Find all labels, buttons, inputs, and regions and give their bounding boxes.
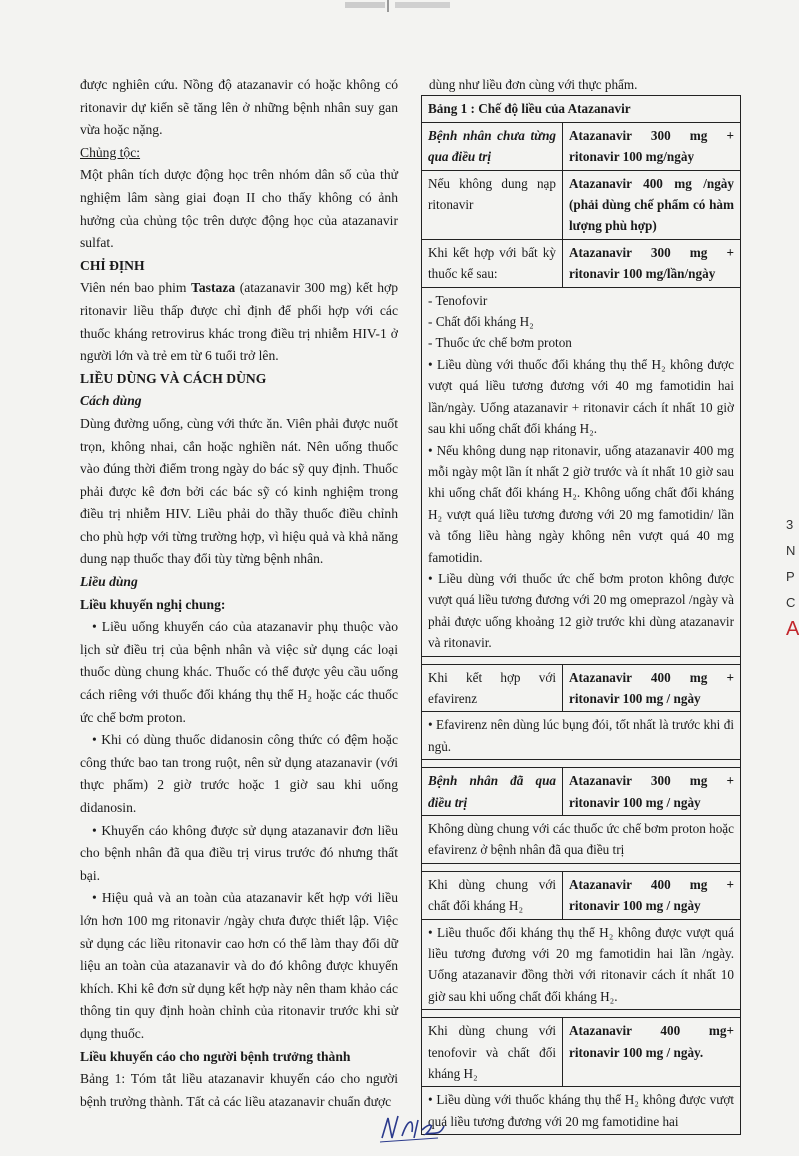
strip-char: 3 <box>786 517 794 532</box>
row-label: Bệnh nhân chưa từng qua điều trị <box>422 122 563 170</box>
table-row <box>422 287 741 656</box>
row-dose: Atazanavir 400 mg + ritonavir 100 mg / ngày <box>563 871 741 919</box>
adult-dose-heading: Liều khuyến cáo cho người bệnh trưởng thành <box>80 1048 351 1064</box>
table-title: Bảng 1 : Chế độ liều của Atazanavir <box>422 96 741 122</box>
indication-heading: CHỈ ĐỊNH <box>80 257 145 273</box>
dosage-table <box>421 95 741 1135</box>
row-notes: Không dùng chung với các thuốc ức chế bơm proton hoặc efavirenz ở bệnh nhân đã qua điều trị <box>422 816 741 864</box>
handwritten-signature <box>378 1108 458 1148</box>
row-label: Khi dùng chung với tenofovir và chất đối kháng H₂ <box>422 1018 563 1087</box>
bullet-2: • Khi có dùng thuốc didanosin công thức có đệm hoặc công thức bao tan trong ruột, nên sử dụng atazanavir (với thực phẩm) 2 giờ trước hoặc 1 giờ sau khi uống didanosin. <box>80 732 398 815</box>
row-dose: Atazanavir 400 mg + ritonavir 100 mg / ngày <box>563 664 741 712</box>
indication-paragraph <box>80 277 398 367</box>
table-row <box>422 768 741 816</box>
row-dose: Atazanavir 300 mg + ritonavir 100 mg/lần/ngày <box>563 239 741 287</box>
bullet-4: • Hiệu quả và an toàn của atazanavir kết hợp với liều lớn hơn 100 mg ritonavir /ngày chưa được thiết lập. Việc sử dụng các liều ritonavir cao hơn có thể làm thay đổi dữ liệu an toàn của atazanavir và do đó không được khuyến khích. Khi kê đơn sử dụng kết hợp này nên tham khảo các thông tin quy định hoàn chỉnh của ritonavir trước khi sử dụng thuốc. <box>80 890 398 1041</box>
strip-char: N <box>786 543 796 558</box>
table-row <box>422 1018 741 1087</box>
race-paragraph: Một phân tích dược động học trên nhóm dân số của thử nghiệm lâm sàng giai đoạn II cho thấy không có ảnh hưởng của chủng tộc trên dược động học của atazanavir sulfat. <box>80 167 398 251</box>
note-item: • Liều dùng với thuốc đối kháng thụ thể H₂ không được vượt quá liều tương đương với 40 mg famotidin hai lần/ngày. Uống atazanavir + ritonavir cách ít nhất 10 giờ sau khi uống chất đối kháng H₂. <box>428 356 734 437</box>
row-dose: Atazanavir 400 mg /ngày (phải dùng chế phẩm có hàm lượng phù hợp) <box>563 170 741 239</box>
dosage-heading: LIỀU DÙNG VÀ CÁCH DÙNG <box>80 370 267 386</box>
table-row <box>422 239 741 287</box>
note-item: • Liều dùng với thuốc ức chế bơm proton không được vượt quá liều tương đương với 20 mg omeprazol /ngày và phải được uống khoảng 12 giờ trước khi dùng atazanavir và ritonavir. <box>428 570 734 651</box>
continuation-line: dùng như liều đơn cùng với thực phẩm. <box>429 77 638 92</box>
note-item: - Thuốc ức chế bơm proton <box>428 335 572 351</box>
row-label: Khi kết hợp với efavirenz <box>422 664 563 712</box>
row-dose: Atazanavir 400 mg+ ritonavir 100 mg / ngày. <box>563 1018 741 1087</box>
table-row <box>422 664 741 712</box>
race-heading: Chủng tộc: <box>80 144 141 160</box>
row-label: Khi kết hợp với bất kỳ thuốc kể sau: <box>422 239 563 287</box>
right-column <box>421 74 741 1135</box>
row-dose: Atazanavir 300 mg + ritonavir 100 mg/ngày <box>563 122 741 170</box>
bullet-3: • Khuyến cáo không được sử dụng atazanavir đơn liều cho bệnh nhân đã qua điều trị virus trước đó nhưng thất bại. <box>80 822 398 883</box>
strip-char: C <box>786 595 796 610</box>
table-row <box>422 712 741 760</box>
top-scan-marks <box>335 0 485 14</box>
table-gap <box>422 656 741 664</box>
note-item: - Tenofovir <box>428 292 488 308</box>
row-label: Nếu không dung nạp ritonavir <box>422 170 563 239</box>
indication-text-post: (atazanavir 300 mg) kết hợp ritonavir liều thấp được chỉ định để phối hợp với các thuốc kháng retrovirus khác trong điều trị nhiễm HIV-1 ở người lớn và trẻ em từ 6 tuổi trở lên. <box>80 280 398 364</box>
left-column <box>80 74 398 1113</box>
usage-paragraph: Dùng đường uống, cùng với thức ăn. Viên phải được nuốt trọn, không nhai, cắn hoặc nghiền nát. Nên uống thuốc vào đúng thời điểm trong ngày do bác sỹ quy định. Thuốc phải được kê đơn bởi các bác sỹ có kinh nghiệm trong điều trị nhiễm HIV. Liều phải do thầy thuốc điều chỉnh cho phù hợp với từng trường hợp, vì hiệu quả và khả năng dung nạp thuốc thay đổi tùy từng bệnh nhân. <box>80 415 398 567</box>
row-dose: Atazanavir 300 mg + ritonavir 100 mg / ngày <box>563 768 741 816</box>
note-item: • Nếu không dung nạp ritonavir, uống atazanavir 400 mg mỗi ngày một lần ít nhất 2 giờ trước và ít nhất 10 giờ sau khi uống chất đối kháng H₂. Không uống chất đối kháng H₂ vượt quá liều tương đương với 20 mg famotidin/ lần và tổng liều hàng ngày không nên vượt quá 40 mg famotidin. <box>428 442 734 565</box>
strip-char-red: A <box>786 618 799 640</box>
table-gap <box>422 863 741 871</box>
adjacent-page-stamp-strip <box>786 512 799 642</box>
table-row <box>422 170 741 239</box>
table-gap <box>422 760 741 768</box>
strip-char: P <box>786 569 795 584</box>
bullet-1: • Liều uống khuyến cáo của atazanavir phụ thuộc vào lịch sử điều trị của bệnh nhân và việc sử dụng các loại thuốc dùng chung khác. Thuốc có thể được yêu cầu uống cách riêng với thuốc đối kháng thụ thể H₂ hoặc các thuốc ức chế bơm proton. <box>80 619 398 725</box>
table-row <box>422 1087 741 1135</box>
table-row <box>422 122 741 170</box>
row-notes <box>422 287 741 656</box>
note-item: - Chất đối kháng H₂ <box>428 314 534 330</box>
usage-heading: Cách dùng <box>80 393 142 409</box>
indication-text-pre: Viên nén bao phim <box>80 280 192 296</box>
adult-dose-paragraph: Bảng 1: Tóm tắt liều atazanavir khuyến cáo cho người bệnh trưởng thành. Tất cả các liều atazanavir chuẩn được <box>80 1071 398 1109</box>
brand-name: Tastaza <box>191 280 236 296</box>
general-dose-heading: Liều khuyến nghị chung: <box>80 596 226 612</box>
row-label: Khi dùng chung với chất đối kháng H₂ <box>422 871 563 919</box>
table-row <box>422 919 741 1010</box>
table-title-row <box>422 96 741 122</box>
table-row <box>422 816 741 864</box>
row-label: Bệnh nhân đã qua điều trị <box>422 768 563 816</box>
paragraph-hepatic: được nghiên cứu. Nồng độ atazanavir có hoặc không có ritonavir dự kiến sẽ tăng lên ở những bệnh nhân suy gan vừa hoặc nặng. <box>80 77 398 138</box>
table-gap <box>422 1010 741 1018</box>
row-notes: • Efavirenz nên dùng lúc bụng đói, tốt nhất là trước khi đi ngủ. <box>422 712 741 760</box>
row-notes: • Liều dùng với thuốc kháng thụ thể H₂ không được vượt quá liều tương đương với 20 mg famotidine hai <box>422 1087 741 1135</box>
table-row <box>422 871 741 919</box>
row-notes: • Liều thuốc đối kháng thụ thể H₂ không được vượt quá liều tương đương với 20 mg famotidin hai lần /ngày. Uống atazanavir đồng thời với ritonavir cách ít nhất 10 giờ sau khi uống chất đối kháng H₂. <box>422 919 741 1010</box>
dose-heading: Liều dùng <box>80 574 138 590</box>
